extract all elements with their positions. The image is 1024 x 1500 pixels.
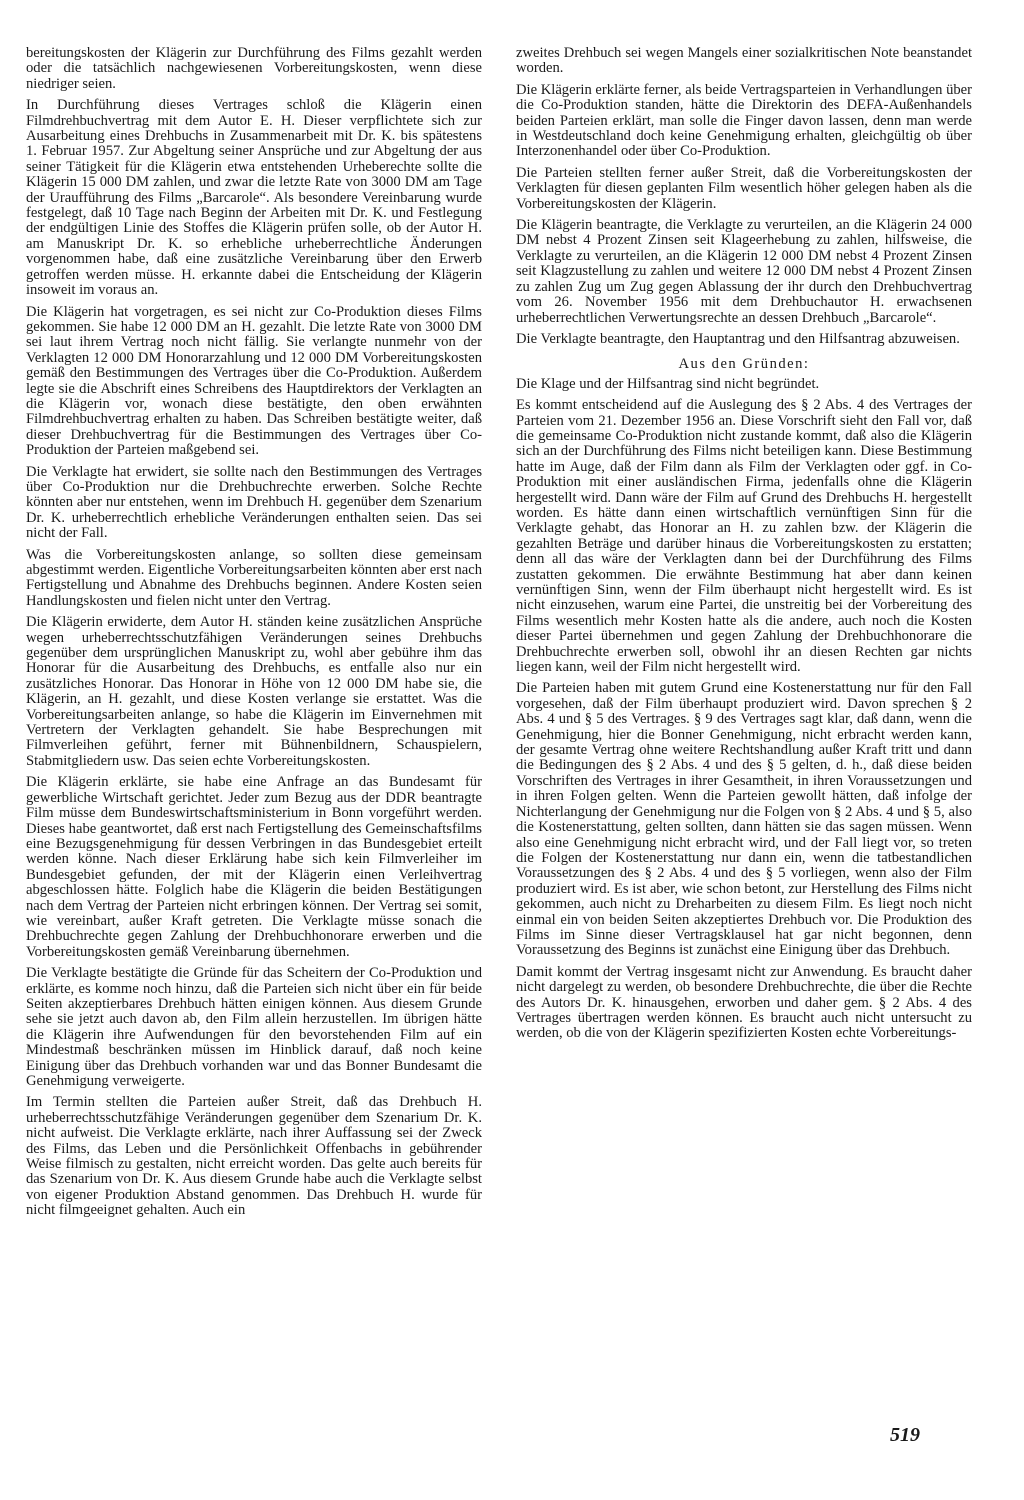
paragraph: Die Klägerin erklärte ferner, als beide Vertragsparteien in Verhandlungen über die Co-Produktion standen, hätte die Direktorin des DEFA-Außenhandels beiden Parteien erklärt, man solle die Finger davon lassen, denn man werde in Westdeutschland doch keine Genehmigung erhalten, gleichgültig ob über Interzonenhandel oder über Co-Produktion.	[516, 81, 972, 160]
paragraph: Die Verklagte hat erwidert, sie sollte nach den Bestimmungen des Vertrages über Co-Produktion nur die Drehbuchrechte erwerben. Solche Rechte könnten aber nur entstehen, wenn im Drehbuch H. gegenüber dem Szenarium Dr. K. urheberrechtlich erhebliche Veränderungen enthalten seien. Das sei nicht der Fall.	[26, 463, 482, 542]
right-column	[516, 46, 972, 1048]
paragraph: Die Verklagte bestätigte die Gründe für das Scheitern der Co-Produktion und erklärte, es komme noch hinzu, daß die Parteien sich nicht über ein für beide Seiten akzeptierbares Drehbuch hätten einigen können. Aus diesem Grunde sehe sie jetzt auch davon ab, den Film allein herzustellen. Im übrigen hätte die Klägerin ihre Aufwendungen für den bevorstehenden Film auf ein Mindestmaß beschränken müssen im Hinblick darauf, daß noch keine Einigung über das Drehbuch vorhanden war und das Bonner Bundesamt die Genehmigung verweigerte.	[26, 965, 482, 1089]
paragraph: In Durchführung dieses Vertrages schloß die Klägerin einen Filmdrehbuchvertrag mit dem Autor E. H. Dieser verpflichtete sich zur Ausarbeitung eines Drehbuchs in Zusammenarbeit mit Dr. K. bis spätestens 1. Februar 1957. Zur Abgeltung seiner Ansprüche und zur Abgeltung der aus seiner Tätigkeit für die Klägerin etwa entstehenden Urheberechte sollte die Klägerin 15 000 DM zahlen, und zwar die letzte Rate von 3000 DM am Tage der Uraufführung des Films „Barcarole“. Als besondere Vereinbarung wurde festgelegt, daß 10 Tage nach Beginn der Arbeiten mit Dr. K. und Festlegung der endgültigen Linie des Stoffes die Klägerin prüfen solle, ob der Autor H. am Manuskript Dr. K. so erhebliche urheberrechtliche Änderungen vorgenommen habe, daß eine zusätzliche Vereinbarung über den Erwerb getroffen werden müsse. H. erkannte dabei die Entscheidung der Klägerin insoweit im voraus an.	[26, 97, 482, 299]
paragraph: Es kommt entscheidend auf die Auslegung des § 2 Abs. 4 des Vertrages der Parteien vom 21. Dezember 1956 an. Diese Vorschrift sieht den Fall vor, daß die gemeinsame Co-Produktion nicht zustande kommt, daß also die Klägerin sich an der Durchführung des Films nicht beteiligen kann. Diese Bestimmung hatte im Auge, daß der Film dann als Film der Verklagten oder ggf. in Co-Produktion mit einer ausländischen Firma, jedenfalls ohne die Klägerin hergestellt wird. Dann wäre der Film auf Grund des Drehbuchs H. hergestellt worden. Es hätte dann einen wirtschaftlich vernünftigen Sinn für die Verklagte gehabt, das Honorar an H. zu zahlen bzw. der Klägerin die gezahlten Beträge und darüber hinaus die Vorbereitungskosten zu erstatten; denn all das wäre der Verklagten dann bei der Durchführung des Films zustatten gekommen. Die erwähnte Bestimmung hat aber dann keinen vernünftigen Sinn, wenn der Film überhaupt nicht hergestellt wird. Es ist nicht einzusehen, warum eine Partei, die unstreitig bei der Vorbereitung des Films wesentlich mehr Kosten hatte als die andere, auch noch die Kosten dieser Partei übernehmen und gegen Zahlung der Drehbuchhonorare die Drehbuchrechte erwerben soll, obwohl ihr an diesen Rechten gar nichts liegen kann, weil der Film nicht hergestellt wird.	[516, 397, 972, 676]
paragraph: bereitungskosten der Klägerin zur Durchführung des Films gezahlt werden oder die tatsächlich nachgewiesenen Vorbereitungskosten, wenn diese niedriger seien.	[26, 45, 482, 92]
section-heading: Aus den Gründen:	[678, 356, 810, 373]
paragraph: Die Klage und der Hilfsantrag sind nicht begründet.	[516, 375, 820, 392]
page-number: 519	[890, 1424, 920, 1446]
paragraph: Die Klägerin hat vorgetragen, es sei nicht zur Co-Produktion dieses Films gekommen. Sie habe 12 000 DM an H. gezahlt. Die letzte Rate von 3000 DM sei laut ihrem Vertrag noch nicht fällig. Sie verlangte nunmehr von der Verklagten 12 000 DM Honorarzahlung und 12 000 DM Vorbereitungskosten gemäß den Bestimmungen des Vertrages über die Co-Produktion. Außerdem legte sie die Abschrift eines Schreibens des Hauptdirektors der Verklagten an die Klägerin vor, wonach diese bestätigte, den oben erwähnten Filmdrehbuchvertrag erhalten zu haben. Das Schreiben bestätigte weiter, daß dieser Drehbuchvertrag für die Bestimmungen des Vertrages über Co-Produktion der Parteien maßgebend sei.	[26, 303, 482, 459]
paragraph: Die Parteien stellten ferner außer Streit, daß die Vorbereitungskosten der Verklagten für diesen geplanten Film wesentlich höher gelegen haben als die Vorbereitungskosten der Klägerin.	[516, 164, 972, 212]
paragraph: zweites Drehbuch sei wegen Mangels einer sozialkritischen Note beanstandet worden.	[516, 45, 972, 77]
paragraph: Damit kommt der Vertrag insgesamt nicht zur Anwendung. Es braucht daher nicht dargelegt zu werden, ob besondere Drehbuchrechte, die über die Rechte des Autors Dr. K. hinausgehen, erworben und daher gem. § 2 Abs. 4 des Vertrages übertragen werden können. Es braucht auch nicht untersucht zu werden, ob die von der Klägerin spezifizierten Kosten echte Vorbereitungs-	[516, 963, 972, 1042]
paragraph: Die Parteien haben mit gutem Grund eine Kostenerstattung nur für den Fall vorgesehen, daß der Film überhaupt produziert wird. Davon sprechen § 2 Abs. 4 und § 5 des Vertrages. § 9 des Vertrages sagt klar, daß dann, wenn die Genehmigung, hier die Bonner Genehmigung, nicht erbracht werden kann, der gesamte Vertrag ohne weitere Rechtshandlung außer Kraft tritt und dann die Bedingungen des § 2 Abs. 4 und des § 5 gelten, d. h., daß diese beiden Vorschriften des Vertrages in ihrer Gesamtheit, in ihren Voraussetzungen und in ihren Folgen gelten. Wenn die Parteien gewollt hätten, daß infolge der Nichterlangung der Genehmigung nur die Folgen von § 2 Abs. 4 und § 5, also die Kostenerstattung, gelten sollten, dann hätten sie das sagen müssen. Wenn also eine Genehmigung nicht erbracht wird, und der Fall liegt vor, so treten die Folgen der Kostenerstattung nur dann ein, wenn die tatbestandlichen Voraussetzungen des § 2 Abs. 4 und des § 5 vorliegen, wenn also der Film produziert wird. Es ist aber, wie schon betont, zur Herstellung des Films nicht gekommen, auch nicht zu Dreharbeiten zu diesem Film. Es liegt noch nicht einmal ein von beiden Seiten akzeptiertes Drehbuch vor. Die Produktion des Films im Sinne dieser Vertragsklausel hat gar nicht begonnen, denn Voraussetzung des Beginns ist zunächst eine Einigung über das Drehbuch.	[516, 680, 972, 959]
paragraph: Die Klägerin beantragte, die Verklagte zu verurteilen, an die Klägerin 24 000 DM nebst 4 Prozent Zinsen seit Klageerhebung zu zahlen, hilfsweise, die Verklagte zu verurteilen, an die Klägerin 12 000 DM nebst 4 Prozent Zinsen seit Klagzustellung zu zahlen und weitere 12 000 DM nebst 4 Prozent Zinsen zu zahlen Zug um Zug gegen Ablassung der ihr durch den Drehbuchvertrag vom 26. November 1956 mit dem Drehbuchautor H. erwachsenen urheberrechtlichen Verwertungsrechte an dessen Drehbuch „Barcarole“.	[516, 217, 972, 326]
paragraph: Die Verklagte beantragte, den Hauptantrag und den Hilfsantrag abzuweisen.	[516, 330, 960, 347]
paragraph: Was die Vorbereitungskosten anlange, so sollten diese gemeinsam abgestimmt werden. Eigentliche Vorbereitungsarbeiten könnten aber erst nach Fertigstellung und Abnahme des Drehbuchs beginnen. Andere Kosten seien Handlungskosten und fielen nicht unter den Vertrag.	[26, 546, 482, 609]
paragraph: Im Termin stellten die Parteien außer Streit, daß das Drehbuch H. urheberrechtsschutzfähige Veränderungen gegenüber dem Szenarium Dr. K. nicht aufweist. Die Verklagte erklärte, nach ihrer Auffassung sei der Zweck des Films, das Leben und die Persönlichkeit Offenbachs in gebührender Weise filmisch zu gestalten, nicht erreicht worden. Das gelte auch bereits für das Szenarium von Dr. K. Aus diesem Grunde habe auch die Verklagte selbst von eigener Produktion Abstand genommen. Das Drehbuch H. wurde für nicht filmgeeignet gehalten. Auch ein	[26, 1094, 482, 1219]
paragraph: Die Klägerin erklärte, sie habe eine Anfrage an das Bundesamt für gewerbliche Wirtschaft gerichtet. Jeder zum Bezug aus der DDR beantragte Film müsse dem Bundeswirtschaftsministerium in Bonn vorgeführt werden. Dieses habe geantwortet, daß erst nach Fertigstellung des Gemeinschaftsfilms eine Bezugsgenehmigung für dessen Verbringen in das Bundesgebiet erteilt werden könne. Nach dieser Erklärung habe sich kein Filmverleiher im Bundesgebiet gefunden, der mit der Klägerin einen Verleihvertrag abgeschlossen hätte. Folglich habe die Klägerin die beiden Bestätigungen nach dem Vertrag der Parteien nicht erbringen können. Der Vertrag sei somit, wie vereinbart, außer Kraft getreten. Die Verklagte müsse sonach die Drehbuchrechte gegen Zahlung der Drehbuchhonorare erwerben und die Vorbereitungskosten gemäß Vereinbarung übernehmen.	[26, 774, 482, 960]
paragraph: Die Klägerin erwiderte, dem Autor H. ständen keine zusätzlichen Ansprüche wegen urheberrechtsschutzfähigen Veränderungen seines Drehbuchs gegenüber dem ursprünglichen Manuskript zu, wohl aber gebühre ihm das Honorar für die Ausarbeitung des Drehbuchs, es entfalle also nur ein zusätzliches Honorar. Das Honorar in Höhe von 12 000 DM habe sie, die Klägerin, an H. gezahlt, und diese Kosten verlange sie erstattet. Was die Vorbereitungsarbeiten anlange, so habe die Klägerin im Einvernehmen mit Vertretern der Verklagten gehandelt. Sie habe Besprechungen mit Filmverleihen geführt, ferner mit Bühnenbildnern, Schauspielern, Stabmitgliedern usw. Das seien echte Vorbereitungskosten.	[26, 614, 482, 769]
left-column	[26, 46, 482, 1225]
